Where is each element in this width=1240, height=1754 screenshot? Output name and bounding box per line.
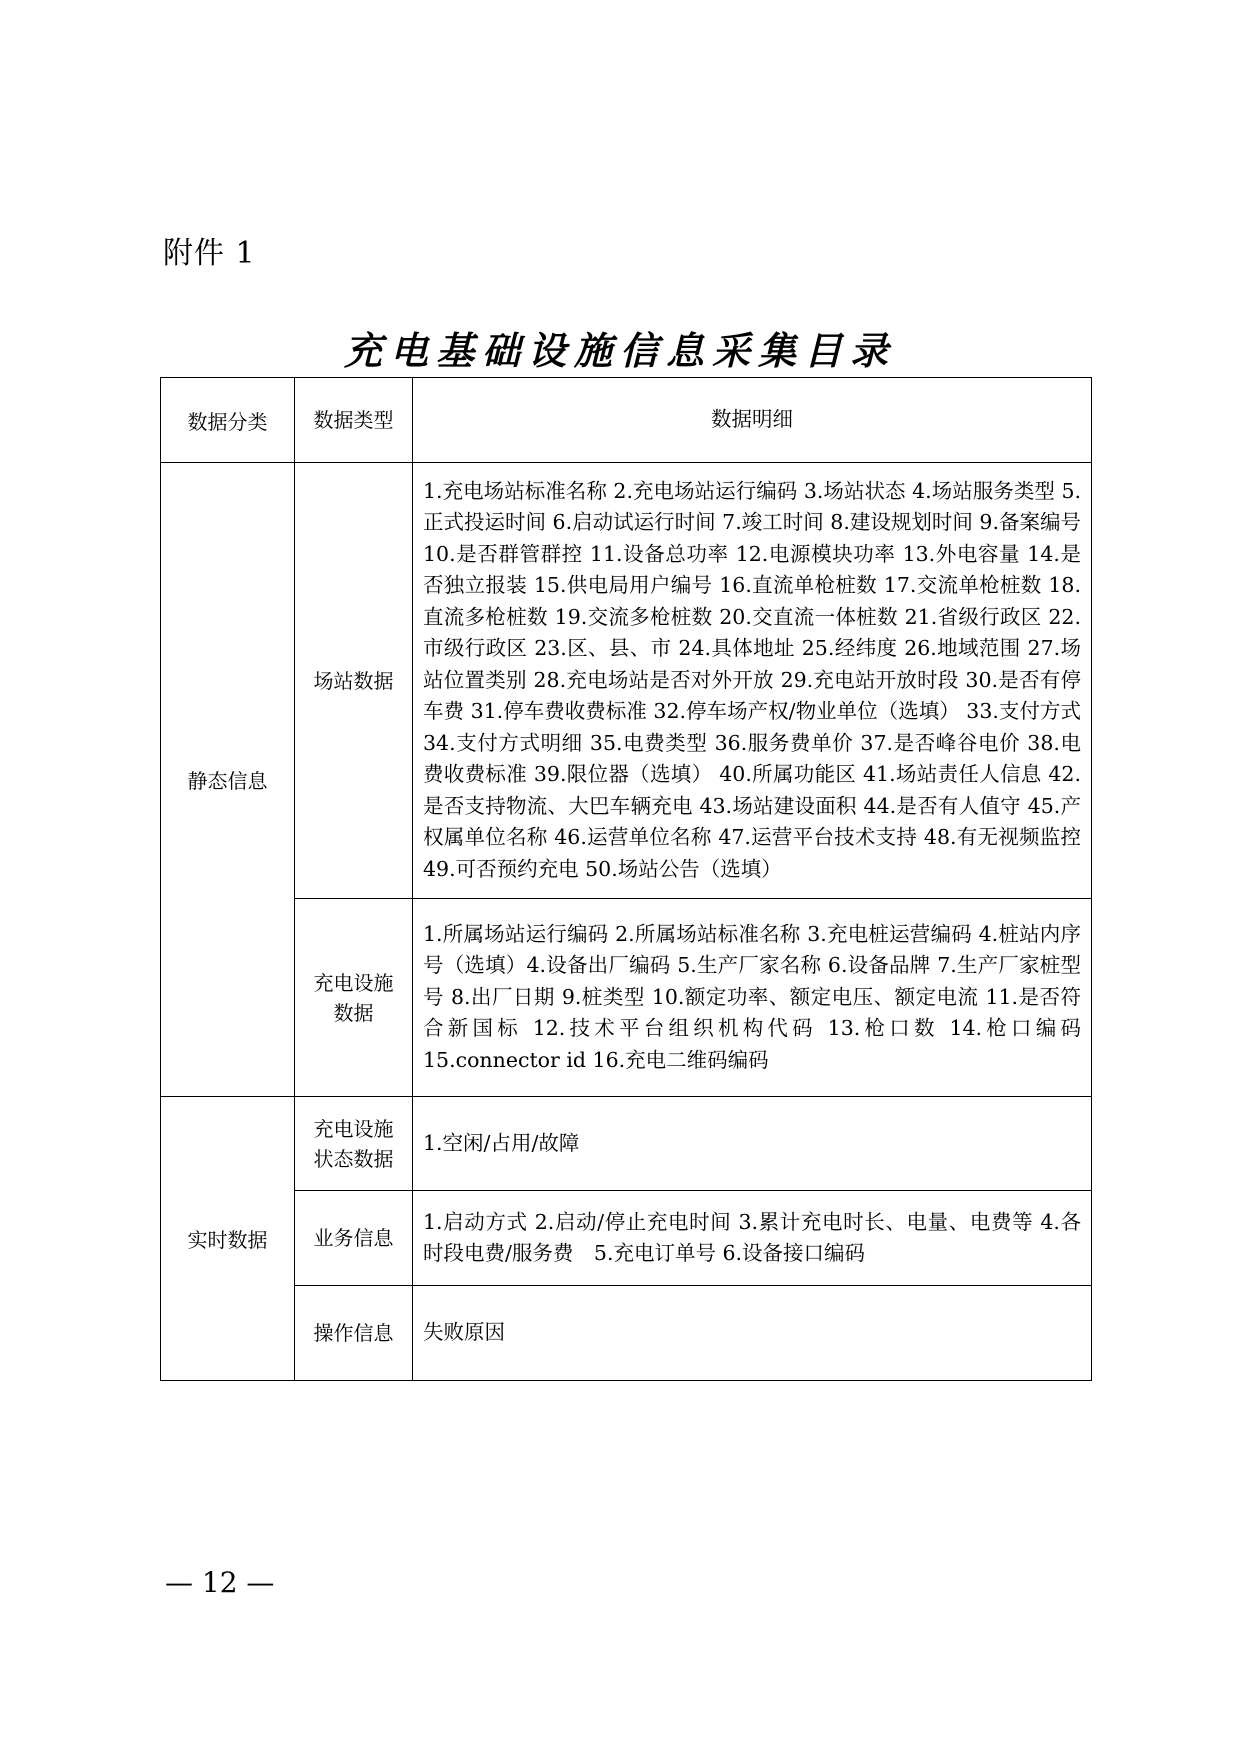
header-category: 数据分类: [161, 378, 295, 463]
type-label: 充电设施数据: [313, 970, 394, 1025]
catalog-table: [160, 377, 1092, 1381]
type-cell: 操作信息: [295, 1286, 413, 1381]
type-label: 充电设施状态数据: [313, 1116, 394, 1171]
category-cell: 实时数据: [161, 1097, 295, 1381]
category-cell: 静态信息: [161, 463, 295, 1097]
detail-cell: 1.充电场站标准名称 2.充电场站运行编码 3.场站状态 4.场站服务类型 5.正式投运时间 6.启动试运行时间 7.竣工时间 8.建设规划时间 9.备案编号 10.是否群管群控 11.设备总功率 12.电源模块功率 13.外电容量 14.是否独立报装 15.供电局用户编号 16.直流单枪桩数 17.交流单枪桩数 18.直流多枪桩数 19.交流多枪桩数 20.交直流一体桩数 21.省级行政区 22.市级行政区 23.区、县、市 24.具体地址 25.经纬度 26.地域范围 27.场站位置类别 28.充电场站是否对外开放 29.充电站开放时段 30.是否有停车费 31.停车费收费标准 32.停车场产权/物业单位（选填） 33.支付方式 34.支付方式明细 35.电费类型 36.服务费单价 37.是否峰谷电价 38.电费收费标准 39.限位器（选填） 40.所属功能区 41.场站责任人信息 42.是否支持物流、大巴车辆充电 43.场站建设面积 44.是否有人值守 45.产权属单位名称 46.运营单位名称 47.运营平台技术支持 48.有无视频监控 49.可否预约充电 50.场站公告（选填）: [413, 463, 1092, 899]
detail-cell: 1.空闲/占用/故障: [413, 1097, 1092, 1191]
header-detail: 数据明细: [413, 378, 1092, 463]
type-cell: [295, 1097, 413, 1191]
detail-cell: 失败原因: [413, 1286, 1092, 1381]
table-header-row: [161, 378, 1092, 463]
table-row: [161, 899, 1092, 1097]
table-row: [161, 1097, 1092, 1191]
header-type: 数据类型: [295, 378, 413, 463]
type-cell: 业务信息: [295, 1191, 413, 1286]
type-label: 场站数据: [313, 668, 394, 693]
attachment-label: 附件 1: [163, 236, 256, 271]
detail-cell: 1.启动方式 2.启动/停止充电时间 3.累计充电时长、电量、电费等 4.各时段电费/服务费 5.充电订单号 6.设备接口编码: [413, 1191, 1092, 1286]
table-row: [161, 1286, 1092, 1381]
table-row: [161, 463, 1092, 899]
detail-cell: 1.所属场站运行编码 2.所属场站标准名称 3.充电桩运营编码 4.桩站内序号（选填）4.设备出厂编码 5.生产厂家名称 6.设备品牌 7.生产厂家桩型号 8.出厂日期 9.桩类型 10.额定功率、额定电压、额定电流 11.是否符合新国标 12.技术平台组织机构代码 13.枪口数 14.枪口编码 15.connector id 16.充电二维码编码: [413, 899, 1092, 1097]
type-cell: [295, 899, 413, 1097]
table-row: [161, 1191, 1092, 1286]
type-cell: [295, 463, 413, 899]
page-number: — 12 —: [165, 1566, 275, 1599]
page-title: 充电基础设施信息采集目录: [343, 328, 896, 373]
